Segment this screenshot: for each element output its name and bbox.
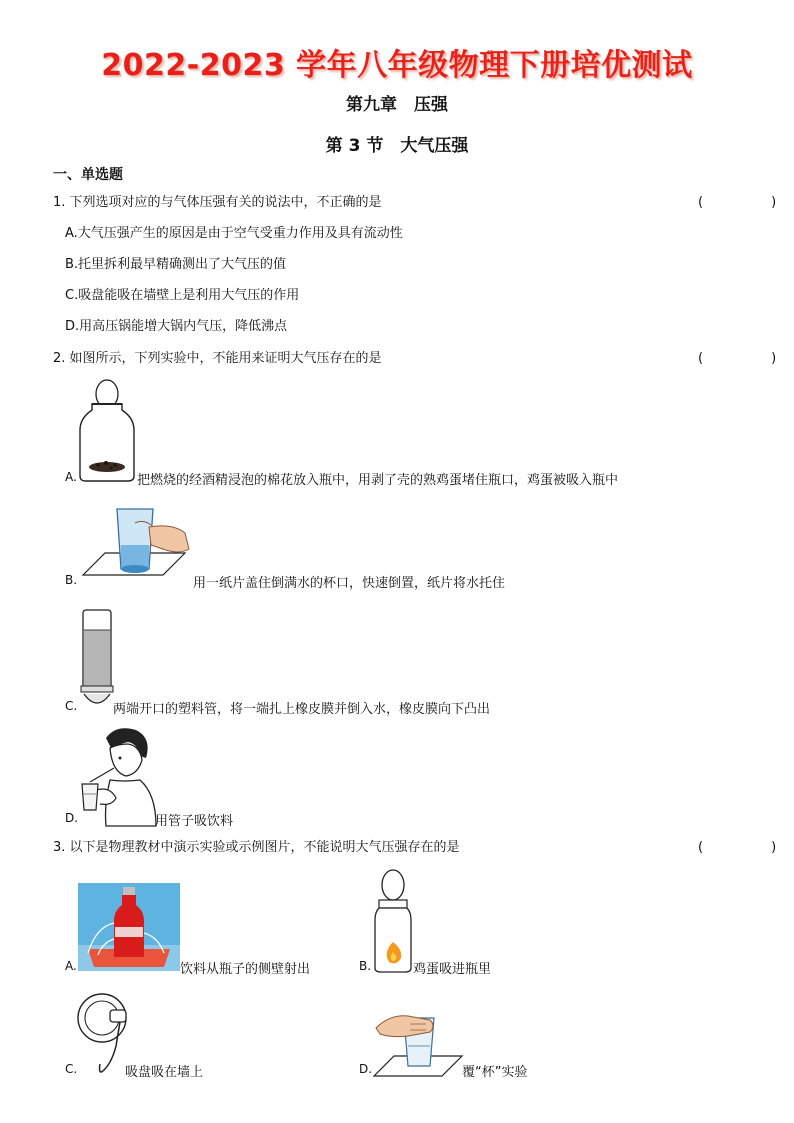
section-title: 第 3 节 大气压强	[325, 136, 469, 156]
q3-option-d-text: 覆“杯”实验	[462, 1065, 528, 1080]
bottle-jet-photo	[78, 883, 180, 971]
q1-option-a: A.大气压强产生的原因是由于空气受重力作用及具有流动性	[65, 226, 403, 241]
q3-option-c-text: 吸盘吸在墙上	[125, 1065, 204, 1080]
boy-straw-illustration	[80, 724, 158, 826]
section-heading: 一、单选题	[53, 167, 123, 183]
hand-cup-paper-illustration	[374, 1006, 462, 1078]
q2-option-a-label: A.	[65, 470, 77, 484]
q2-option-d-text: 用管子吸饮料	[155, 814, 234, 829]
q1-option-c: C.吸盘能吸在墙壁上是利用大气压的作用	[65, 288, 300, 303]
question-2-stem: 2. 如图所示，下列实验中，不能用来证明大气压存在的是	[53, 351, 382, 366]
q3-option-a-text: 饮料从瓶子的侧壁射出	[180, 962, 311, 977]
q2-option-c-label: C.	[65, 699, 78, 713]
q1-option-b: B.托里拆利最早精确测出了大气压的值	[65, 257, 287, 272]
q3-option-b-text: 鸡蛋吸进瓶里	[413, 962, 492, 977]
q2-option-d-label: D.	[65, 811, 79, 825]
question-3-stem: 3. 以下是物理教材中演示实验或示例图片，不能说明大气压强存在的是	[53, 840, 460, 855]
answer-paren-1: ( )	[698, 195, 791, 210]
q2-option-b-label: B.	[65, 573, 78, 587]
chapter-title: 第九章 压强	[346, 95, 448, 115]
question-1-stem: 1. 下列选项对应的与气体压强有关的说法中，不正确的是	[53, 195, 382, 210]
q3-option-c-label: C.	[65, 1062, 78, 1076]
answer-paren-2: ( )	[698, 351, 791, 366]
q1-option-d: D.用高压锅能增大锅内气压，降低沸点	[65, 319, 288, 334]
q2-option-c-text: 两端开口的塑料管，将一端扎上橡皮膜并倒入水，橡皮膜向下凸出	[113, 702, 491, 717]
suction-cup-hook-illustration	[76, 990, 132, 1080]
egg-jar-illustration	[78, 378, 138, 482]
q2-option-a-text: 把燃烧的经酒精浸泡的棉花放入瓶中，用剥了壳的熟鸡蛋堵住瓶口，鸡蛋被吸入瓶中	[137, 473, 619, 488]
tube-membrane-illustration	[80, 608, 114, 712]
inverted-cup-paper-illustration	[83, 505, 193, 579]
page-title: 2022-2023 学年八年级物理下册培优测试	[101, 48, 693, 83]
q3-option-a-label: A.	[65, 959, 77, 973]
egg-bottle-flame-illustration	[373, 868, 413, 974]
q2-option-b-text: 用一纸片盖住倒满水的杯口，快速倒置，纸片将水托住	[193, 576, 506, 591]
q3-option-b-label: B.	[359, 959, 372, 973]
q3-option-d-label: D.	[359, 1062, 373, 1076]
answer-paren-3: ( )	[698, 840, 791, 855]
